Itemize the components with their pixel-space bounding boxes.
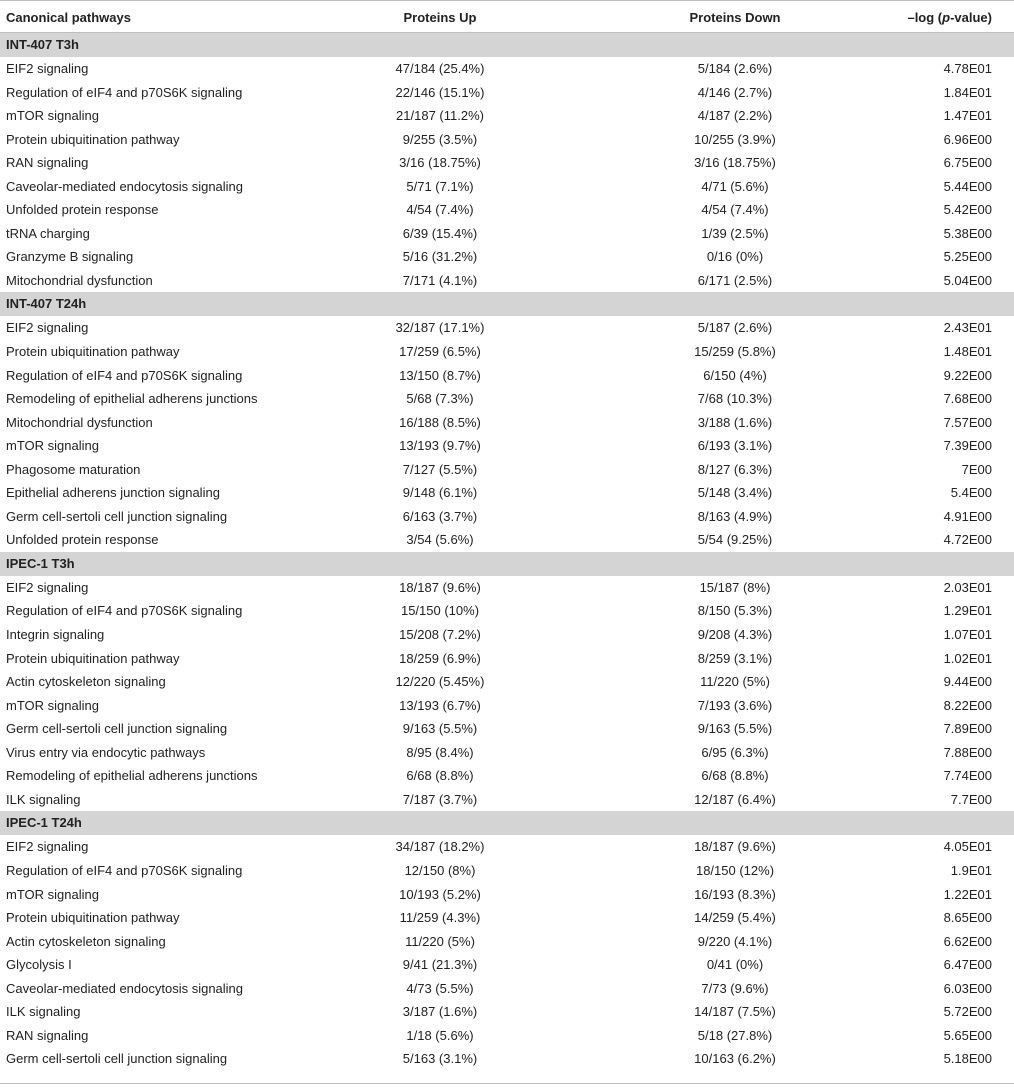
proteins-up-cell: 10/193 (5.2%) [399, 886, 481, 902]
table-row [0, 245, 1014, 269]
proteins-up-cell: 6/163 (3.7%) [402, 508, 478, 524]
pathway-name: Epithelial adherens junction signaling [6, 485, 220, 501]
pathway-name: EIF2 signaling [6, 61, 89, 76]
proteins-down-cell: 9/220 (4.1%) [697, 933, 773, 949]
pathway-name: ILK signaling [6, 791, 81, 807]
table-row [0, 599, 1014, 623]
table-row [0, 1024, 1014, 1048]
pathway-name: Actin cytoskeleton signaling [6, 674, 166, 690]
proteins-down-cell: 5/54 (9.25%) [697, 532, 773, 548]
table-row [0, 269, 1014, 293]
pathway-name: Virus entry via endocytic pathways [6, 744, 206, 760]
group-header-row [0, 811, 1014, 835]
pathway-name: Germ cell-sertoli cell junction signaling [6, 721, 228, 737]
table-row [0, 175, 1014, 199]
proteins-down-cell: 4/146 (2.7%) [697, 84, 773, 100]
table-row [0, 906, 1014, 930]
pathway-name: Regulation of eIF4 and p70S6K signaling [6, 862, 243, 878]
table-row [0, 835, 1014, 859]
pathway-name: EIF2 signaling [6, 579, 89, 595]
proteins-down-cell: 18/187 (9.6%) [694, 839, 776, 855]
proteins-down-cell: 0/16 (0%) [706, 249, 764, 265]
log-p-value-cell: 7.89E00 [943, 721, 992, 737]
proteins-up-cell: 9/255 (3.5%) [402, 131, 478, 147]
proteins-down-cell: 4/187 (2.2%) [697, 108, 773, 124]
table-row [0, 364, 1014, 388]
proteins-up-cell: 13/193 (6.7%) [399, 697, 481, 713]
table-row [0, 81, 1014, 105]
log-p-value-cell: 1.29E01 [943, 603, 992, 619]
proteins-down-cell: 10/255 (3.9%) [694, 131, 776, 147]
proteins-down-cell: 8/259 (3.1%) [697, 650, 773, 666]
proteins-down-cell: 15/187 (8%) [699, 579, 771, 595]
table-row [0, 458, 1014, 482]
pathway-name: ILK signaling [6, 1004, 81, 1020]
proteins-up-cell: 16/188 (8.5%) [399, 414, 481, 430]
proteins-down-cell: 9/163 (5.5%) [697, 721, 773, 737]
pathway-name: Integrin signaling [6, 627, 105, 643]
table-body [0, 33, 1014, 1071]
log-p-value-cell: 7E00 [961, 461, 992, 477]
pathway-name: Mitochondrial dysfunction [6, 272, 153, 288]
pathway-name: Mitochondrial dysfunction [6, 414, 153, 430]
pathway-name: Regulation of eIF4 and p70S6K signaling [6, 603, 243, 619]
log-p-value-cell: 7.57E00 [943, 414, 992, 430]
log-p-value-cell: 5.04E00 [943, 272, 992, 288]
log-p-value-cell: 6.47E00 [943, 957, 992, 973]
log-p-value-cell: 5.38E00 [943, 225, 992, 241]
proteins-up-cell: 47/184 (25.4%) [395, 61, 485, 76]
table-row [0, 528, 1014, 552]
proteins-down-cell: 5/148 (3.4%) [697, 485, 773, 501]
pathway-name: Unfolded protein response [6, 532, 159, 548]
proteins-up-cell: 7/171 (4.1%) [402, 272, 478, 288]
proteins-down-cell: 7/193 (3.6%) [697, 697, 773, 713]
proteins-down-cell: 4/54 (7.4%) [701, 202, 769, 218]
pathway-name: Regulation of eIF4 and p70S6K signaling [6, 367, 243, 383]
proteins-down-cell: 14/187 (7.5%) [694, 1004, 776, 1020]
pathway-name: Germ cell-sertoli cell junction signaling [6, 508, 228, 524]
proteins-up-cell: 9/41 (21.3%) [402, 957, 478, 973]
proteins-up-cell: 5/16 (31.2%) [402, 249, 478, 265]
log-p-value-cell: 7.7E00 [950, 791, 992, 807]
log-p-value-cell: 1.02E01 [943, 650, 992, 666]
table-row [0, 883, 1014, 907]
proteins-up-cell: 18/187 (9.6%) [399, 579, 481, 595]
group-title: IPEC-1 T3h [6, 555, 75, 571]
proteins-down-cell: 15/259 (5.8%) [694, 344, 776, 360]
group-title: INT-407 T3h [6, 37, 79, 52]
proteins-up-cell: 7/127 (5.5%) [402, 461, 478, 477]
proteins-up-cell: 22/146 (15.1%) [395, 84, 485, 100]
log-p-value-cell: 5.44E00 [943, 178, 992, 194]
proteins-down-cell: 4/71 (5.6%) [701, 178, 769, 194]
group-header-row [0, 292, 1014, 316]
pathway-name: Regulation of eIF4 and p70S6K signaling [6, 84, 243, 100]
proteins-down-cell: 18/150 (12%) [695, 862, 775, 878]
proteins-down-cell: 9/208 (4.3%) [697, 627, 773, 643]
pathway-name: Protein ubiquitination pathway [6, 910, 180, 926]
proteins-up-cell: 17/259 (6.5%) [399, 344, 481, 360]
log-p-value-cell: 4.91E00 [943, 508, 992, 524]
table-row [0, 411, 1014, 435]
proteins-up-cell: 3/16 (18.75%) [399, 155, 481, 171]
log-p-value-cell: 1.48E01 [943, 344, 992, 360]
pathway-name: Remodeling of epithelial adherens junctions [6, 391, 258, 407]
pathway-name: Unfolded protein response [6, 202, 159, 218]
log-p-value-cell: 5.25E00 [943, 249, 992, 265]
pathway-name: Granzyme B signaling [6, 249, 134, 265]
log-p-value-cell: 1.84E01 [943, 84, 992, 100]
header-log-p-value [907, 1, 992, 34]
proteins-down-cell: 6/68 (8.8%) [701, 768, 769, 784]
log-p-value-cell: 1.07E01 [943, 627, 992, 643]
group-header-row [0, 33, 1014, 57]
proteins-up-cell: 32/187 (17.1%) [395, 320, 485, 336]
proteins-down-cell: 5/18 (27.8%) [697, 1027, 773, 1043]
log-p-value-cell: 4.72E00 [943, 532, 992, 548]
proteins-up-cell: 3/54 (5.6%) [406, 532, 474, 548]
log-p-value-cell: 5.72E00 [943, 1004, 992, 1020]
table-row [0, 741, 1014, 765]
proteins-up-cell: 5/163 (3.1%) [402, 1051, 478, 1067]
table-row [0, 57, 1014, 81]
proteins-up-cell: 7/187 (3.7%) [402, 791, 478, 807]
log-p-value-cell: 4.05E01 [943, 839, 992, 855]
log-p-value-cell: 1.9E01 [950, 862, 992, 878]
table-row [0, 316, 1014, 340]
log-p-value-cell: 8.65E00 [943, 910, 992, 926]
group-title: INT-407 T24h [6, 296, 87, 312]
pathway-name: mTOR signaling [6, 108, 99, 124]
bottom-rule [0, 1083, 1014, 1084]
header-log-prefix: –log ( [907, 10, 943, 25]
log-p-value-cell: 4.78E01 [943, 61, 992, 76]
proteins-down-cell: 5/184 (2.6%) [697, 61, 773, 76]
log-p-value-cell: 5.42E00 [943, 202, 992, 218]
proteins-down-cell: 3/16 (18.75%) [694, 155, 776, 171]
proteins-up-cell: 15/208 (7.2%) [399, 627, 481, 643]
header-proteins-up: Proteins Up [403, 10, 477, 25]
log-p-value-cell: 8.22E00 [943, 697, 992, 713]
proteins-down-cell: 8/127 (6.3%) [697, 461, 773, 477]
proteins-down-cell: 12/187 (6.4%) [694, 791, 776, 807]
group-title: IPEC-1 T24h [6, 815, 82, 831]
log-p-value-cell: 7.74E00 [943, 768, 992, 784]
header-canonical-pathways: Canonical pathways [6, 10, 131, 25]
proteins-up-cell: 5/71 (7.1%) [406, 178, 474, 194]
pathway-name: RAN signaling [6, 155, 89, 171]
group-header-row [0, 552, 1014, 576]
proteins-up-cell: 12/220 (5.45%) [395, 674, 485, 690]
proteins-down-cell: 16/193 (8.3%) [694, 886, 776, 902]
pathway-name: Actin cytoskeleton signaling [6, 933, 166, 949]
proteins-down-cell: 6/150 (4%) [703, 367, 767, 383]
table-row [0, 340, 1014, 364]
log-p-value-cell: 7.88E00 [943, 744, 992, 760]
proteins-down-cell: 6/171 (2.5%) [697, 272, 773, 288]
pathway-name: Remodeling of epithelial adherens junctions [6, 768, 258, 784]
pathway-name: Glycolysis I [6, 957, 72, 973]
proteins-up-cell: 4/54 (7.4%) [406, 202, 474, 218]
table-row [0, 694, 1014, 718]
proteins-up-cell: 12/150 (8%) [404, 862, 476, 878]
proteins-up-cell: 9/163 (5.5%) [402, 721, 478, 737]
pathway-name: Caveolar-mediated endocytosis signaling [6, 980, 244, 996]
log-p-value-cell: 5.18E00 [943, 1051, 992, 1067]
table-row [0, 670, 1014, 694]
log-p-value-cell: 6.03E00 [943, 980, 992, 996]
log-p-value-cell: 9.44E00 [943, 674, 992, 690]
proteins-up-cell: 4/73 (5.5%) [406, 980, 474, 996]
proteins-down-cell: 6/95 (6.3%) [701, 744, 769, 760]
log-p-value-cell: 5.4E00 [950, 485, 992, 501]
table-row [0, 717, 1014, 741]
pathway-name: mTOR signaling [6, 697, 99, 713]
log-p-value-cell: 1.47E01 [943, 108, 992, 124]
table-row [0, 977, 1014, 1001]
table-row [0, 222, 1014, 246]
pathway-name: Protein ubiquitination pathway [6, 131, 180, 147]
proteins-down-cell: 1/39 (2.5%) [701, 225, 769, 241]
proteins-down-cell: 3/188 (1.6%) [697, 414, 773, 430]
proteins-down-cell: 8/150 (5.3%) [697, 603, 773, 619]
pathway-name: Protein ubiquitination pathway [6, 650, 180, 666]
proteins-up-cell: 34/187 (18.2%) [395, 839, 485, 855]
proteins-down-cell: 6/193 (3.1%) [697, 438, 773, 454]
proteins-down-cell: 14/259 (5.4%) [694, 910, 776, 926]
table-row [0, 387, 1014, 411]
pathway-name: Protein ubiquitination pathway [6, 344, 180, 360]
table-row [0, 647, 1014, 671]
proteins-down-cell: 11/220 (5%) [700, 674, 770, 690]
pathway-name: tRNA charging [6, 225, 90, 241]
proteins-up-cell: 6/39 (15.4%) [402, 225, 478, 241]
table-row [0, 505, 1014, 529]
proteins-down-cell: 7/73 (9.6%) [701, 980, 769, 996]
table-row [0, 764, 1014, 788]
pathway-name: EIF2 signaling [6, 839, 89, 855]
log-p-value-cell: 6.75E00 [943, 155, 992, 171]
table-row [0, 104, 1014, 128]
table-row [0, 481, 1014, 505]
proteins-up-cell: 9/148 (6.1%) [402, 485, 478, 501]
pathway-name: Caveolar-mediated endocytosis signaling [6, 178, 244, 194]
proteins-up-cell: 18/259 (6.9%) [399, 650, 481, 666]
header-p-italic: p [942, 10, 951, 25]
log-p-value-cell: 5.65E00 [943, 1027, 992, 1043]
log-p-value-cell: 7.68E00 [943, 391, 992, 407]
pathway-name: Germ cell-sertoli cell junction signaling [6, 1051, 228, 1067]
proteins-up-cell: 11/259 (4.3%) [399, 910, 481, 926]
table-row [0, 930, 1014, 954]
log-p-value-cell: 6.96E00 [943, 131, 992, 147]
proteins-up-cell: 5/68 (7.3%) [406, 391, 474, 407]
log-p-value-cell: 1.22E01 [943, 886, 992, 902]
table-row [0, 1047, 1014, 1071]
header-log-suffix: -value) [950, 10, 992, 25]
table-row [0, 953, 1014, 977]
table-row [0, 788, 1014, 812]
table-row [0, 128, 1014, 152]
pathway-name: EIF2 signaling [6, 320, 89, 336]
proteins-down-cell: 0/41 (0%) [706, 957, 764, 973]
proteins-up-cell: 15/150 (10%) [400, 603, 480, 619]
proteins-up-cell: 3/187 (1.6%) [402, 1004, 478, 1020]
pathway-name: Phagosome maturation [6, 461, 141, 477]
log-p-value-cell: 2.03E01 [943, 579, 992, 595]
log-p-value-cell: 2.43E01 [943, 320, 992, 336]
proteins-up-cell: 8/95 (8.4%) [406, 744, 474, 760]
pathway-name: mTOR signaling [6, 886, 99, 902]
proteins-up-cell: 1/18 (5.6%) [406, 1027, 474, 1043]
proteins-up-cell: 6/68 (8.8%) [406, 768, 474, 784]
proteins-down-cell: 10/163 (6.2%) [694, 1051, 776, 1067]
proteins-up-cell: 11/220 (5%) [405, 933, 475, 949]
proteins-up-cell: 13/150 (8.7%) [399, 367, 481, 383]
table-row [0, 434, 1014, 458]
table-row [0, 198, 1014, 222]
table-row [0, 859, 1014, 883]
proteins-up-cell: 21/187 (11.2%) [396, 108, 484, 124]
table-row [0, 151, 1014, 175]
table-row [0, 1000, 1014, 1024]
proteins-down-cell: 8/163 (4.9%) [697, 508, 773, 524]
proteins-down-cell: 5/187 (2.6%) [697, 320, 773, 336]
header-proteins-down: Proteins Down [689, 10, 781, 25]
log-p-value-cell: 6.62E00 [943, 933, 992, 949]
log-p-value-cell: 9.22E00 [943, 367, 992, 383]
proteins-down-cell: 7/68 (10.3%) [697, 391, 773, 407]
log-p-value-cell: 7.39E00 [943, 438, 992, 454]
table-header [0, 0, 1014, 33]
proteins-up-cell: 13/193 (9.7%) [399, 438, 481, 454]
table-row [0, 576, 1014, 600]
pathway-name: mTOR signaling [6, 438, 99, 454]
pathway-name: RAN signaling [6, 1027, 89, 1043]
table-row [0, 623, 1014, 647]
